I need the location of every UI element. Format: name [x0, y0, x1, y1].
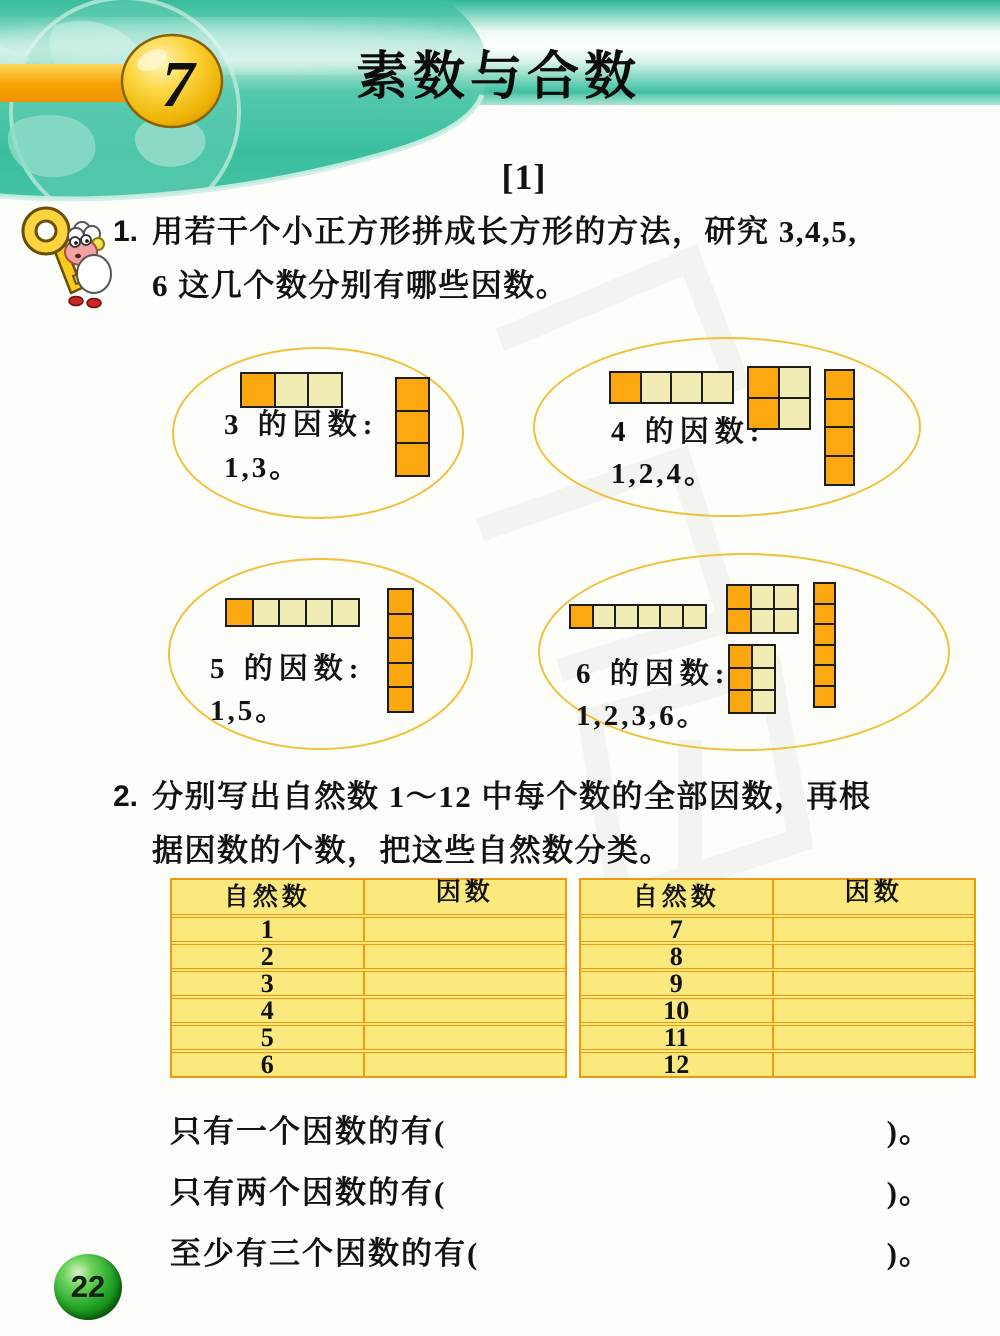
- answer-blank-cell: [772, 1053, 974, 1076]
- factor-grid-6-vertical: [813, 582, 836, 708]
- factor-grid-4-horizontal: [609, 371, 734, 404]
- problem-2: [113, 770, 872, 878]
- factors-table: [170, 878, 976, 1078]
- table-row: 4: [172, 995, 565, 1022]
- factor-grid-6-3x2: [726, 584, 799, 634]
- factors-table-right: [579, 878, 976, 1078]
- section-label: [1]: [501, 157, 547, 197]
- factor-answer-6: 1,2,3,6。: [576, 700, 709, 732]
- table-row: 9: [581, 968, 974, 995]
- factor-bubble-6: [538, 553, 950, 751]
- answer-blank: [446, 1106, 886, 1167]
- header-banner: [0, 0, 1000, 218]
- answer-blank-cell: [363, 945, 565, 968]
- answer-blank: [446, 1167, 886, 1228]
- factor-grid-6-horizontal: [569, 604, 707, 629]
- factor-label-6: 6 的因数:: [576, 658, 731, 690]
- answer-blank-cell: [772, 972, 974, 995]
- factor-label-4: 4 的因数:: [611, 416, 766, 448]
- factors-table-left: [170, 878, 567, 1078]
- answer-blank-cell: [772, 918, 974, 941]
- problem-2-number: 2.: [113, 780, 139, 813]
- answer-blank-cell: [363, 1026, 565, 1049]
- factor-grid-5-vertical: [387, 588, 414, 713]
- factor-grid-3-vertical: [395, 377, 430, 477]
- factor-bubble-3: [172, 347, 464, 519]
- problem-1: [113, 205, 858, 313]
- answer-blank-cell: [772, 1026, 974, 1049]
- table-row: 8: [581, 941, 974, 968]
- page-number: 22: [70, 1269, 106, 1304]
- answer-blank-cell: [363, 918, 565, 941]
- answer-blank-cell: [363, 999, 565, 1022]
- factor-bubble-5: [168, 558, 473, 750]
- answer-blank: [479, 1228, 886, 1289]
- table-row: 10: [581, 995, 974, 1022]
- column-header-factors: 因数: [363, 880, 565, 914]
- factor-label-5: 5 的因数:: [210, 653, 365, 685]
- factor-answer-5: 1,5。: [210, 695, 288, 727]
- factor-bubble-4: [533, 337, 921, 517]
- blank-line-three-or-more-factors: 至少有三个因数的有( )。: [170, 1228, 932, 1289]
- factor-grid-5-horizontal: [225, 598, 360, 627]
- answer-blank-cell: [363, 972, 565, 995]
- column-header-natural-number: 自然数: [223, 883, 311, 911]
- factor-grid-4-vertical: [824, 369, 855, 486]
- chapter-number: 7: [161, 48, 195, 121]
- table-row: 2: [172, 941, 565, 968]
- table-row: 5: [172, 1022, 565, 1049]
- blank-line-two-factors: 只有两个因数的有( )。: [170, 1167, 932, 1228]
- answer-blank-cell: [363, 1053, 565, 1076]
- table-row: 12: [581, 1049, 974, 1076]
- problem-1-number: 1.: [113, 215, 139, 248]
- factor-answer-4: 1,2,4。: [611, 458, 717, 490]
- table-row: 1: [172, 914, 565, 941]
- page-title: 素数与合数: [356, 48, 642, 106]
- problem-2-text: 分别写出自然数 1～12 中每个数的全部因数，再根 据因数的个数，把这些自然数分类。: [152, 779, 872, 868]
- answer-blank-cell: [772, 999, 974, 1022]
- answer-blank-cell: [772, 945, 974, 968]
- column-header-natural-number: 自然数: [632, 883, 720, 911]
- mascot-sheep-with-key-icon: [18, 204, 118, 310]
- page-number-badge: [54, 1254, 122, 1320]
- table-row: 6: [172, 1049, 565, 1076]
- column-header-factors: 因数: [772, 880, 974, 914]
- blank-line-one-factor: 只有一个因数的有( )。: [170, 1106, 932, 1167]
- factor-answer-3: 1,3。: [224, 452, 302, 484]
- classification-blanks: [170, 1106, 932, 1289]
- table-row: 11: [581, 1022, 974, 1049]
- table-row: 3: [172, 968, 565, 995]
- table-row: 7: [581, 914, 974, 941]
- factor-label-3: 3 的因数:: [224, 409, 379, 441]
- problem-1-text: 用若干个小正方形拼成长方形的方法，研究 3,4,5, 6 这几个数分别有哪些因数。: [152, 214, 858, 303]
- factor-grid-6-2x3: [728, 644, 776, 714]
